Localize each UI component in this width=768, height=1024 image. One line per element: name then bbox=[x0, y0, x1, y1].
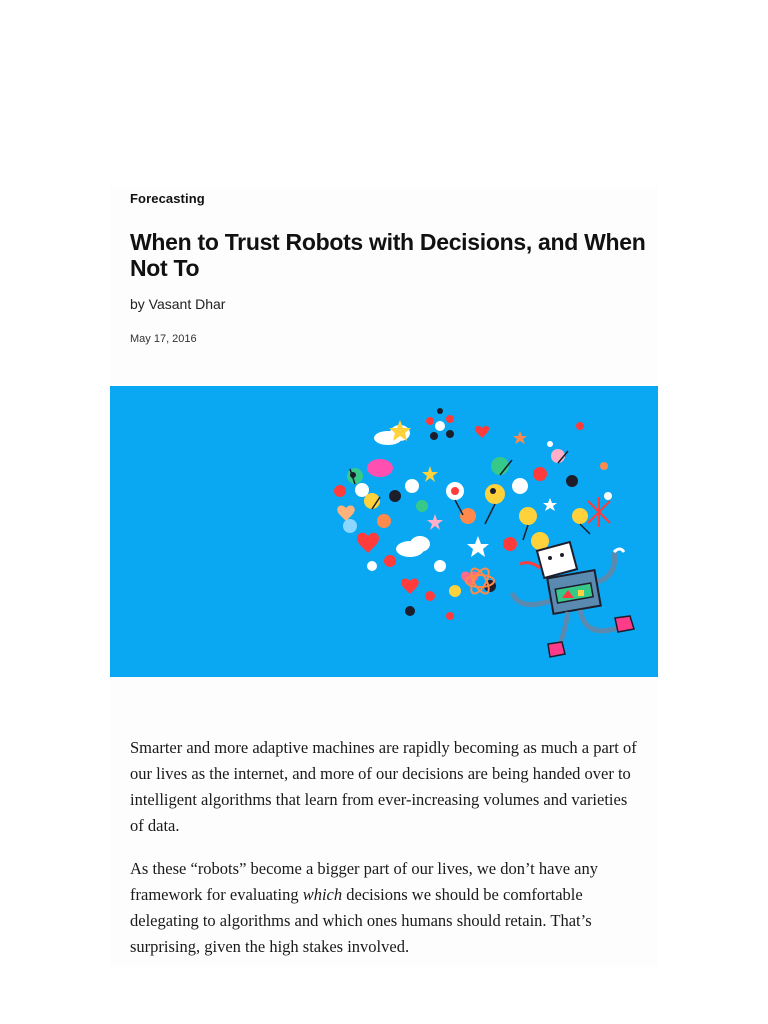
article-paragraph: Smarter and more adaptive machines are rapidly becoming as much a part of our lives as the internet, and more of our decisions are being handed over to intelligent algorithms that learn from ever-increasing volumes and varieties of data. bbox=[130, 738, 637, 835]
paragraph-text: As these “robots” become a bigger part of our lives, we don’t have any framework for evaluating bbox=[130, 859, 598, 904]
publish-date: May 17, 2016 bbox=[130, 333, 197, 345]
emphasis-text: which bbox=[302, 885, 343, 904]
paragraph-text: decisions we should be comfortable delegating to algorithms and which ones humans should retain. That’s surprising, given the high stakes involved. bbox=[130, 885, 592, 956]
hero-image bbox=[110, 386, 658, 677]
article-headline: When to Trust Robots with Decisions, and When Not To bbox=[130, 229, 646, 281]
robot-figure bbox=[512, 542, 634, 657]
robot-illustration bbox=[110, 386, 658, 677]
author-byline[interactable]: by Vasant Dhar bbox=[130, 296, 226, 312]
article-paragraph bbox=[130, 856, 645, 960]
category-link[interactable]: Forecasting bbox=[130, 191, 205, 206]
